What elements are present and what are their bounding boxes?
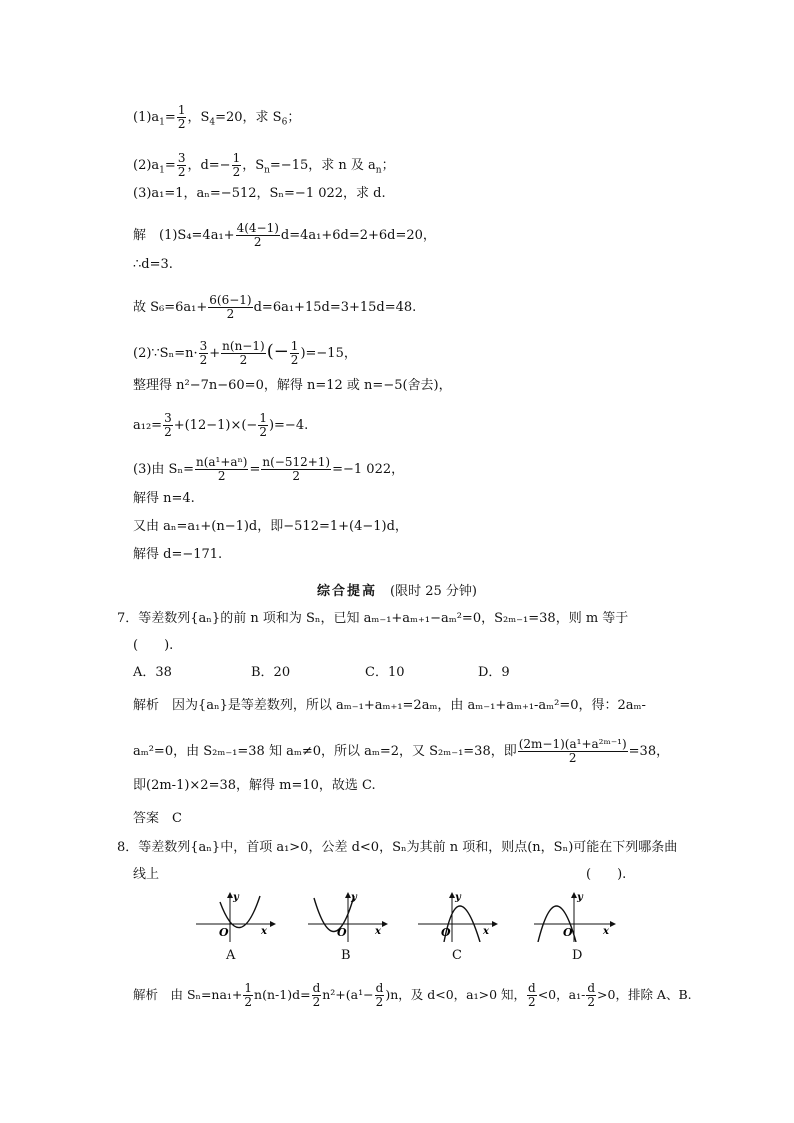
problem7-paren: ( ). <box>133 638 174 653</box>
solution-part2: (2)∵Sₙ=n· $\frac{3}{2}$ + $\frac{n(n-1)}{2}$ (− $\frac{1}{2}$ )=−15， <box>133 339 357 367</box>
graph-c <box>418 890 498 942</box>
svg-text:O: O <box>337 926 347 939</box>
svg-text:y: y <box>455 892 461 903</box>
problem7-option-a: A．38 <box>133 665 172 680</box>
origin-label: O <box>219 926 229 939</box>
x-axis-label: x <box>261 926 267 937</box>
graph-label-a: A <box>226 948 236 963</box>
graph-label-d: D <box>572 948 583 963</box>
graph-b <box>308 890 388 942</box>
svg-text:y: y <box>351 892 357 903</box>
graph-b-svg <box>308 890 388 942</box>
problem7-option-d: D．9 <box>478 665 510 680</box>
solution-part3: (3)由 Sₙ= $\frac{\text{n(a¹+aⁿ)}}{2}$ = $\frac{n(-512+1)}{2}$ =−1 022， <box>133 455 405 483</box>
problem8-paren: ( ). <box>586 867 627 882</box>
graph-a-svg <box>196 890 276 942</box>
problem7-analysis-3: 即(2m-1)×2=38，解得 m=10，故选 C. <box>133 778 376 793</box>
problem7-analysis-2: aₘ²=0，由 S₂ₘ₋₁=38 知 aₘ≠0，所以 aₘ=2，又 S₂ₘ₋₁=38，即 $\frac{\text{(2m−1)(a¹+a²ᵐ⁻¹)}}{2}$ =38， <box>133 737 670 765</box>
problem7-stem: 7．等差数列{aₙ}的前 n 项和为 Sₙ，已知 aₘ₋₁+aₘ₊₁−aₘ²=0，S₂ₘ₋₁=38，则 m 等于 <box>117 611 629 626</box>
section-title <box>0 580 794 599</box>
simplify-line: 整理得 n²−7n−60=0，解得 n=12 或 n=−5(舍去)， <box>133 378 452 393</box>
problem6-part1: $(1)a_1=$ $\frac{1}{2}$ ，$S_4=20$，求 $S_6$； <box>133 103 301 131</box>
problem7-option-c: C．10 <box>365 665 405 680</box>
problem8-stem: 8．等差数列{aₙ}中，首项 a₁>0，公差 d<0，Sₙ为其前 n 项和，则点(n，Sₙ)可能在下列哪条曲 <box>117 840 678 855</box>
problem8-analysis: 解析 由 Sₙ=na₁+ $\frac{1}{2}$ n(n-1)d= $\frac{d}{2}$ n²+(a¹− $\frac{d}{2}$ )n，及 d<0，a₁>0 知， $\frac{d}{2}$ <0，a₁- $\frac{d}{2}$ >0，排除 A、B. <box>133 981 692 1009</box>
y-axis-label: y <box>233 892 239 903</box>
problem7-option-b: B．20 <box>251 665 291 680</box>
section-subtitle: (限时 25 分钟) <box>390 584 477 599</box>
a12-line: a₁₂= $\frac{3}{2}$ +(12−1)×(− $\frac{1}{2}$ )=−4. <box>133 411 309 439</box>
svg-text:y: y <box>577 892 583 903</box>
graph-d-svg <box>534 890 616 942</box>
again-line: 又由 aₙ=a₁+(n−1)d，即−512=1+(4−1)d， <box>133 519 408 534</box>
problem7-answer: 答案 C <box>133 811 182 826</box>
solve-d-line: 解得 d=−171. <box>133 547 223 562</box>
problem7-analysis-1: 解析 因为{aₙ}是等差数列，所以 aₘ₋₁+aₘ₊₁=2aₘ，由 aₘ₋₁+aₘ₊₁-aₘ²=0，得：2aₘ- <box>133 698 646 713</box>
therefore-line: ∴d=3. <box>133 257 173 272</box>
problem8-stem-2: 线上 <box>133 867 160 882</box>
solve-n-line: 解得 n=4. <box>133 491 195 506</box>
graph-a <box>196 890 276 942</box>
fraction: $\frac{1}{2}$ <box>177 103 186 131</box>
problem6-part2: $(2)a_1=$ $\frac{3}{2}$ ，d=− $\frac{1}{2}$ ，$S_n=-15$，求 n 及 $a_n$； <box>133 151 395 179</box>
graph-c-svg <box>418 890 498 942</box>
svg-text:x: x <box>483 926 489 937</box>
svg-text:O: O <box>441 926 451 939</box>
solution-part1: 解 (1)S₄=4a₁+ $\frac{4(4-1)}{2}$ d=4a₁+6d=2+6d=20， <box>133 221 436 249</box>
graph-label-b: B <box>341 948 351 963</box>
svg-text:O: O <box>563 926 573 939</box>
graph-d <box>534 890 616 942</box>
problem6-part3: (3)a₁=1，aₙ=−512，Sₙ=−1 022，求 d. <box>133 186 386 201</box>
svg-text:x: x <box>603 926 609 937</box>
graph-label-c: C <box>452 948 462 963</box>
s6-line: 故 S₆=6a₁+ $\frac{6(6-1)}{2}$ d=6a₁+15d=3+15d=48. <box>133 293 417 321</box>
svg-text:x: x <box>375 926 381 937</box>
section-heading: 综合提高 <box>317 584 378 599</box>
